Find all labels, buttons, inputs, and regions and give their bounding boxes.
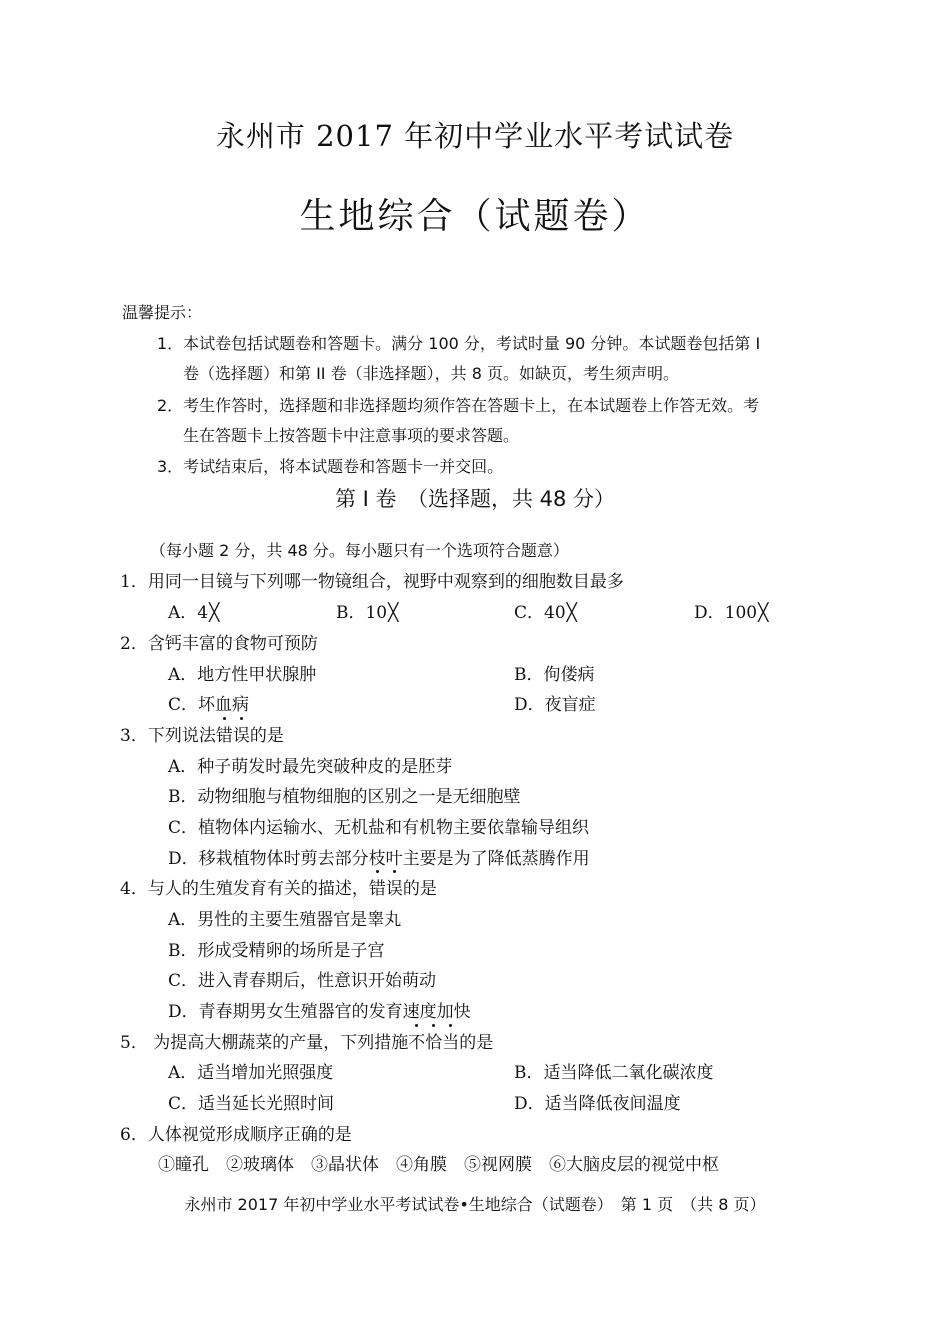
cross-mark-icon: ╳ xyxy=(209,603,220,623)
question-6-stem: 6．人体视觉形成顺序正确的是 xyxy=(120,1125,352,1145)
stem-text: 5． 为提高大棚蔬菜的产量，下列措施 xyxy=(120,1033,409,1053)
question-4-option-b: B．形成受精卵的场所是子宫 xyxy=(168,941,385,961)
notice-item-3: 3．考试结束后，将本试题卷和答题卡一并交回。 xyxy=(157,457,504,476)
question-4-option-d: D．青春期男女生殖器官的发育速度加快 xyxy=(168,1002,471,1022)
question-2-option-d: D．夜盲症 xyxy=(514,695,596,715)
question-4-option-a: A．男性的主要生殖器官是睾丸 xyxy=(168,910,402,930)
question-2-stem: 2．含钙丰富的食物可预防 xyxy=(120,634,318,654)
question-1-option-c xyxy=(514,598,577,623)
question-3-option-c: C．植物体内运输水、无机盐和有机物主要依靠输导组织 xyxy=(168,818,590,838)
question-2-option-b: B．佝偻病 xyxy=(514,665,595,685)
question-2-option-a: A．地方性甲状腺肿 xyxy=(168,665,317,685)
notice-item-1-line-1: 1．本试卷包括试题卷和答题卡。满分 100 分，考试时量 90 分钟。本试题卷包括第 I xyxy=(157,334,761,353)
notice-item-1-line-2: 卷（选择题）和第 II 卷（非选择题），共 8 页。如缺页，考生须声明。 xyxy=(183,364,679,383)
option-label: B．10 xyxy=(336,603,388,623)
question-5-option-a: A．适当增加光照强度 xyxy=(168,1063,334,1083)
stem-text: 的是 xyxy=(459,1033,494,1053)
stem-text: 的是 xyxy=(402,879,437,899)
question-1-option-a xyxy=(168,598,219,623)
question-3-option-d: D．移栽植物体时剪去部分枝叶主要是为了降低蒸腾作用 xyxy=(168,849,590,869)
question-4-option-c: C．进入青春期后，性意识开始萌动 xyxy=(168,971,437,991)
page-footer: 永州市 2017 年初中学业水平考试试卷•生地综合（试题卷） 第 1 页 （共 8 页） xyxy=(184,1195,766,1214)
notice-item-2-line-2: 生在答题卡上按答题卡中注意事项的要求答题。 xyxy=(183,426,520,445)
question-1-option-b xyxy=(336,598,398,623)
option-label: D．100 xyxy=(694,603,758,623)
stem-text: 3．下列说法 xyxy=(120,726,216,746)
notice-heading: 温馨提示： xyxy=(122,303,203,322)
cross-mark-icon: ╳ xyxy=(758,603,769,623)
option-label: A．4 xyxy=(168,603,209,623)
question-5-stem xyxy=(120,1028,493,1053)
question-6-items: ①瞳孔 ②玻璃体 ③晶状体 ④角膜 ⑤视网膜 ⑥大脑皮层的视觉中枢 xyxy=(158,1155,719,1175)
option-label: C．40 xyxy=(514,603,566,623)
question-5-option-d: D．适当降低夜间温度 xyxy=(514,1094,681,1114)
cross-mark-icon: ╳ xyxy=(566,603,577,623)
question-2-option-c: C．坏血病 xyxy=(168,695,250,715)
stem-text: 4．与人的生殖发育有关的描述， xyxy=(120,879,369,899)
emphasis-char: 当 xyxy=(442,1028,459,1053)
exam-title: 永州市 2017 年初中学业水平考试试卷 xyxy=(215,119,735,153)
notice-item-2-line-1: 2．考生作答时，选择题和非选择题均须作答在答题卡上，在本试题卷上作答无效。考 xyxy=(157,396,760,415)
emphasis-char: 误 xyxy=(386,874,403,899)
question-5-option-c: C．适当延长光照时间 xyxy=(168,1094,335,1114)
question-3-option-a: A．种子萌发时最先突破种皮的是胚芽 xyxy=(168,757,453,777)
cross-mark-icon: ╳ xyxy=(388,603,399,623)
emphasis-char: 误 xyxy=(233,721,250,746)
emphasis-char: 错 xyxy=(216,721,233,746)
exam-subtitle: 生地综合（试题卷） xyxy=(299,196,651,237)
emphasis-char: 错 xyxy=(369,874,386,899)
question-5-option-b: B．适当降低二氧化碳浓度 xyxy=(514,1063,714,1083)
question-4-stem xyxy=(120,874,437,899)
question-3-stem xyxy=(120,721,284,746)
question-1-option-d xyxy=(694,598,768,623)
section-title: 第 I 卷 （选择题，共 48 分） xyxy=(334,487,616,511)
question-1-stem: 1．用同一目镜与下列哪一物镜组合，视野中观察到的细胞数目最多 xyxy=(120,572,624,592)
emphasis-char: 恰 xyxy=(425,1028,442,1053)
emphasis-char: 不 xyxy=(408,1028,425,1053)
question-3-option-b: B．动物细胞与植物细胞的区别之一是无细胞壁 xyxy=(168,787,521,807)
stem-text: 的是 xyxy=(249,726,284,746)
section-instruction: （每小题 2 分，共 48 分。每小题只有一个选项符合题意） xyxy=(150,541,569,560)
